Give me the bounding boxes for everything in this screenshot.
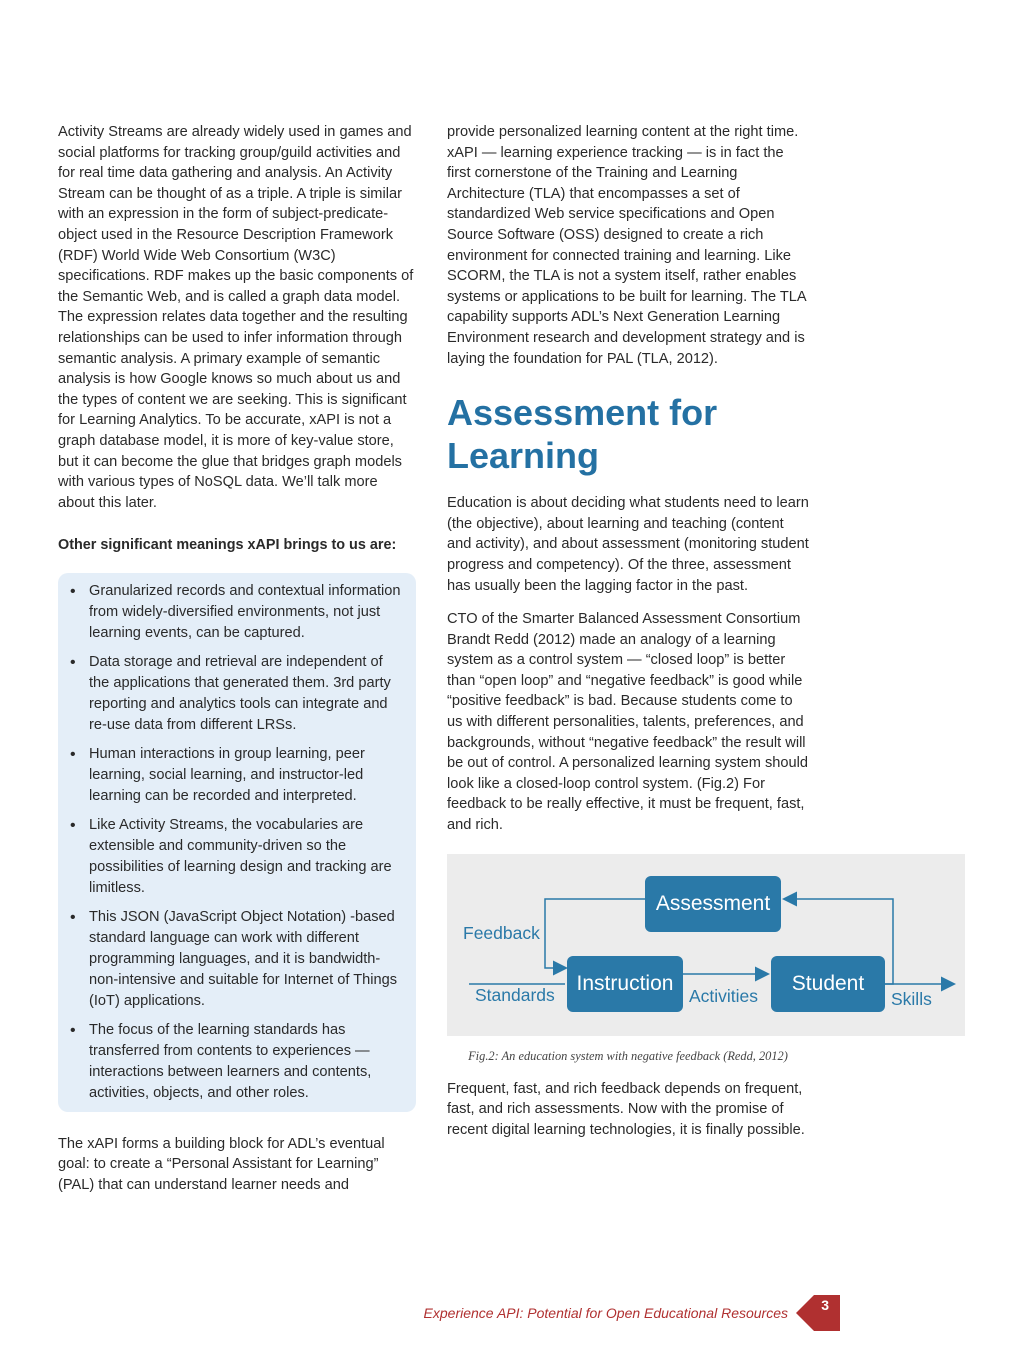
right-paragraph-1: provide personalized learning content at the right time. xAPI — learning experience tracking — is in fact the first cornerstone of the Training and Learning Architecture (TLA) that encompasses a set of standardized Web service specifications and Open Source Software (OSS) designed to create a rich environment for connected training and learning. Like SCORM, the TLA is not a system itself, rather enables systems or applications to be built for learning. The TLA capability supports ADL’s Next Generation Learning Environment research and development strategy and is laying the foundation for PAL (TLA, 2012). — [447, 124, 806, 367]
page-marker-icon — [796, 1293, 840, 1337]
list-item — [68, 581, 402, 644]
list-item — [68, 744, 402, 807]
bullet-text: Like Activity Streams, the vocabularies are extensible and community-driven so the possibilities of learning design and tracking are limitless. — [89, 816, 392, 896]
page-footer — [420, 1297, 840, 1331]
section-heading: Assessment for Learning — [447, 392, 718, 477]
activities-label: Activities — [689, 985, 759, 1006]
list-item — [68, 815, 402, 899]
bullet-icon: • — [70, 582, 76, 600]
bullet-text: Data storage and retrieval are independent of the applications that generated them. 3rd party reporting and analytics tools can integrate and re-use data from different LRSs. — [89, 653, 391, 733]
page-number: 3 — [821, 1297, 829, 1313]
right-column — [447, 122, 932, 1140]
standards-label: Standards — [475, 984, 555, 1005]
instruction-box: Instruction — [567, 956, 683, 1012]
student-box: Student — [771, 956, 885, 1012]
bullet-list — [68, 581, 402, 1104]
bullet-intro: Other significant meanings xAPI brings to us are: — [58, 537, 397, 554]
page-number-badge — [796, 1293, 840, 1337]
list-item — [68, 1020, 402, 1104]
list-item — [68, 907, 402, 1012]
bullet-icon: • — [70, 745, 76, 763]
bullet-text: Granularized records and contextual information from widely-diversified environments, not just learning events, can be captured. — [89, 582, 401, 641]
assessment-box: Assessment — [645, 876, 781, 932]
bullet-box — [58, 573, 416, 1112]
list-item — [68, 652, 402, 736]
bullet-text: Human interactions in group learning, peer learning, social learning, and instructor-led learning can be recorded and interpreted. — [89, 745, 365, 804]
feedback-label: Feedback — [463, 922, 540, 943]
left-column — [58, 122, 416, 1196]
right-paragraph-4: Frequent, fast, and rich feedback depends on frequent, fast, and rich assessments. Now with the promise of recent digital learning technologies, it is finally possible. — [447, 1080, 805, 1138]
bullet-icon: • — [70, 1021, 76, 1039]
feedback-loop-diagram — [447, 854, 965, 1036]
bullet-icon: • — [70, 653, 76, 671]
left-paragraph-2: The xAPI forms a building block for ADL’s eventual goal: to create a “Personal Assistant for Learning” (PAL) that can understand learner needs and — [58, 1135, 385, 1194]
bullet-text: The focus of the learning standards has transferred from contents to experiences — interactions between learners and contents, activities, objects, and other roles. — [89, 1021, 372, 1101]
right-paragraph-2: Education is about deciding what students need to learn (the objective), about learning and teaching (content and activity), and about assessment (monitoring student progress and competency). Of the three, assessment has usually been the lagging factor in the past. — [447, 495, 809, 594]
right-paragraph-3: CTO of the Smarter Balanced Assessment Consortium Brandt Redd (2012) made an analogy of a learning system as a control system — “closed loop” is better than “open loop” and “negative feedback” is good while “positive feedback” is bad. Because students come to us with different personalities, talents, preferences, and backgrounds, without “negative feedback” the result will be out of control. A personalized learning system should look like a closed-loop control system. (Fig.2) For feedback to be really effective, it must be frequent, fast, and rich. — [447, 611, 809, 834]
skills-label: Skills — [891, 988, 932, 1009]
bullet-text: This JSON (JavaScript Object Notation) -based standard language can work with different programming languages, and it is bandwidth-non-intensive and suitable for Internet of Things (IoT) applications. — [89, 908, 398, 1009]
bullet-icon: • — [70, 908, 76, 926]
footer-title: Experience API: Potential for Open Educational Resources — [423, 1305, 788, 1321]
figure-caption: Fig.2: An education system with negative feedback (Redd, 2012) — [468, 1048, 788, 1063]
bullet-icon: • — [70, 816, 76, 834]
left-paragraph-1: Activity Streams are already widely used in games and social platforms for tracking group/guild activities and for real time data gathering and analysis. An Activity Stream can be thought of as a triple. A triple is similar with an expression in the form of subject-predicate-object used in the Resource Description Framework (RDF) World Wide Web Consortium (W3C) specifications. RDF makes up the basic components of the Semantic Web, and is called a graph data model. The expression relates data together and the resulting relationships can be used to infer information through semantic analysis. A primary example of semantic analysis is how Google knows so much about us and the types of content we are seeking. This is significant for Learning Analytics. To be accurate, xAPI is not a graph database model, it is more of key-value store, but it can become the glue that bridges graph models with various types of NoSQL data. We’ll talk more about this later. — [58, 124, 414, 511]
